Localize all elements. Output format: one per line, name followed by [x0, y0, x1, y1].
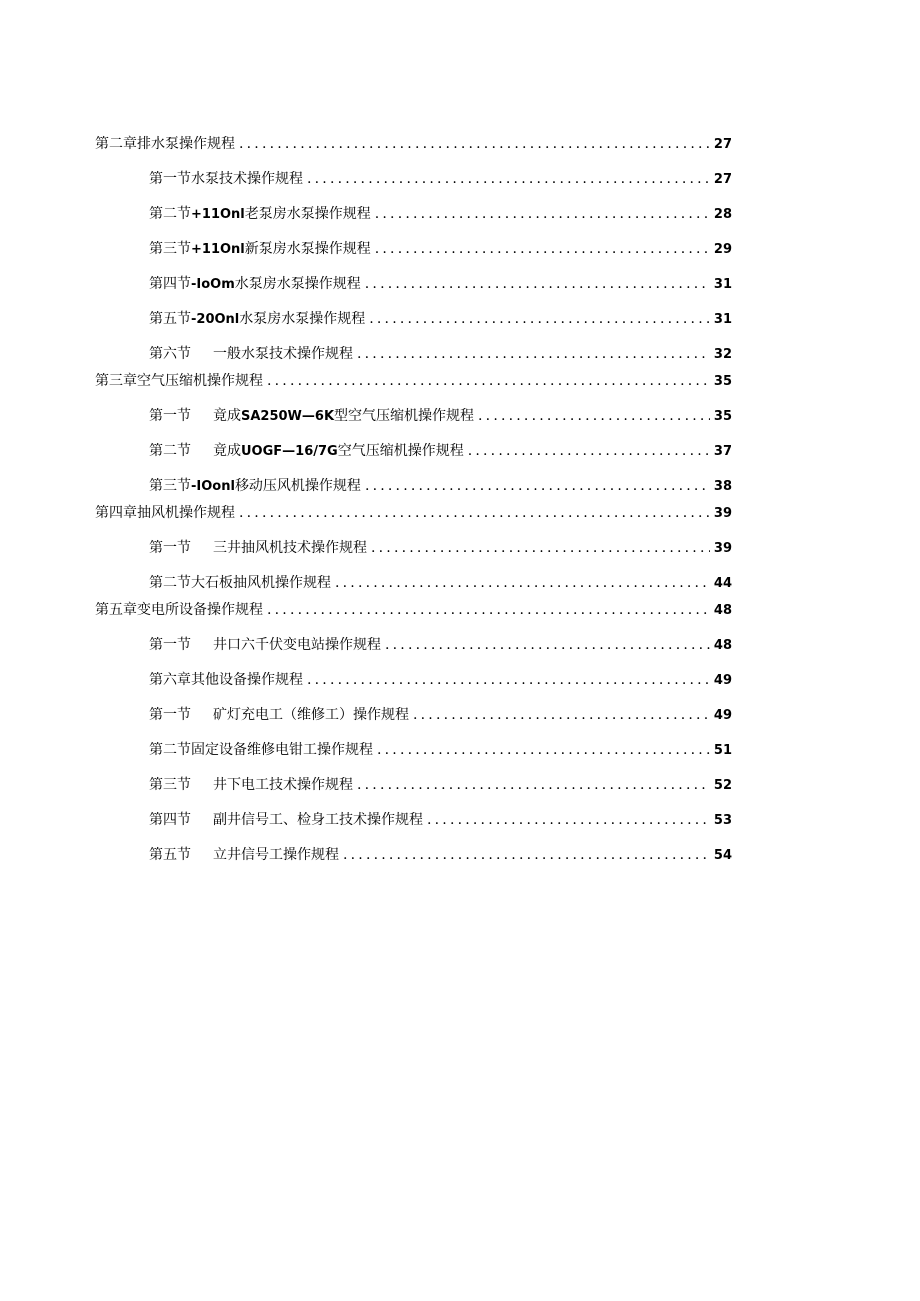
toc-entry[interactable]: [149, 846, 732, 865]
toc-entry[interactable]: [95, 601, 732, 620]
toc-entry[interactable]: [149, 574, 732, 593]
toc-leader-dots: [375, 205, 710, 223]
toc-entry-title: 第一节 三井抽风机技术操作规程: [149, 540, 367, 556]
toc-entry[interactable]: [149, 741, 732, 760]
toc-page-number: 31: [713, 312, 732, 327]
toc-page-number: 29: [713, 242, 732, 257]
toc-entry[interactable]: [149, 811, 732, 830]
toc-leader-dots: [369, 310, 710, 328]
toc-entry[interactable]: [149, 539, 732, 558]
toc-leader-dots: [357, 345, 710, 363]
toc-page-number: 28: [713, 207, 732, 222]
toc-entry-title: 第三节 井下电工技术操作规程: [149, 777, 353, 793]
toc-entry[interactable]: [95, 372, 732, 391]
toc-leader-dots: [267, 372, 710, 390]
toc-page-number: 32: [713, 347, 732, 362]
toc-page-number: 27: [713, 172, 732, 187]
toc-page-number: 51: [713, 743, 732, 758]
toc-entry-title: 第二章排水泵操作规程: [95, 136, 235, 152]
toc-page-number: 44: [713, 576, 732, 591]
toc-entry-title: 第二节大石板抽风机操作规程: [149, 575, 331, 591]
toc-page-number: 35: [713, 409, 732, 424]
toc-leader-dots: [375, 240, 710, 258]
toc-entry-title: 第二节固定设备维修电钳工操作规程: [149, 742, 373, 758]
toc-entry-title: 第二节 竟成UOGF—16/7G空气压缩机操作规程: [149, 443, 464, 459]
toc-leader-dots: [365, 477, 710, 495]
toc-page-number: 35: [713, 374, 732, 389]
toc-leader-dots: [307, 671, 710, 689]
toc-entry[interactable]: [149, 170, 732, 189]
toc-entry-title: 第一节 井口六千伏变电站操作规程: [149, 637, 381, 653]
toc-leader-dots: [371, 539, 710, 557]
toc-entry-title: 第六章其他设备操作规程: [149, 672, 303, 688]
toc-page-number: 31: [713, 277, 732, 292]
toc-leader-dots: [478, 407, 710, 425]
toc-page-number: 48: [713, 638, 732, 653]
toc-page-number: 49: [713, 673, 732, 688]
toc-leader-dots: [357, 776, 710, 794]
toc-entry-title: 第一节 竟成SA250W—6K型空气压缩机操作规程: [149, 408, 475, 424]
toc-page-number: 38: [713, 479, 732, 494]
toc-entry-title: 第四节-IoOm水泵房水泵操作规程: [149, 276, 361, 292]
toc-leader-dots: [335, 574, 710, 592]
toc-entry[interactable]: [149, 706, 732, 725]
toc-page-number: 53: [713, 813, 732, 828]
toc-leader-dots: [468, 442, 710, 460]
toc-leader-dots: [343, 846, 710, 864]
toc-entry-title: 第四章抽风机操作规程: [95, 505, 235, 521]
toc-page-number: 48: [713, 603, 732, 618]
toc-entry-title: 第六节 一般水泵技术操作规程: [149, 346, 353, 362]
toc-entry-title: 第三节-IOonl移动压风机操作规程: [149, 478, 361, 494]
toc-entry-title: 第五节-20Onl水泵房水泵操作规程: [149, 311, 366, 327]
toc-page-number: 37: [713, 444, 732, 459]
toc-entry[interactable]: [95, 504, 732, 523]
toc-entry[interactable]: [149, 442, 732, 461]
toc-entry-title: 第三章空气压缩机操作规程: [95, 373, 263, 389]
toc-leader-dots: [377, 741, 710, 759]
toc-page-number: 27: [713, 137, 732, 152]
toc-entry[interactable]: [149, 671, 732, 690]
toc-entry[interactable]: [95, 135, 732, 154]
toc-leader-dots: [239, 504, 710, 522]
toc-entry[interactable]: [149, 407, 732, 426]
toc-leader-dots: [239, 135, 710, 153]
toc-entry[interactable]: [149, 205, 732, 224]
toc-entry-title: 第四节 副井信号工、检身工技术操作规程: [149, 812, 423, 828]
toc-entry-title: 第一节 矿灯充电工（维修工）操作规程: [149, 707, 409, 723]
toc-leader-dots: [413, 706, 710, 724]
toc-leader-dots: [385, 636, 710, 654]
toc-leader-dots: [365, 275, 710, 293]
toc-entry[interactable]: [149, 275, 732, 294]
toc-page-number: 39: [713, 541, 732, 556]
toc-leader-dots: [427, 811, 710, 829]
toc-entry[interactable]: [149, 636, 732, 655]
toc-page-number: 49: [713, 708, 732, 723]
toc-entry-title: 第三节+11Onl新泵房水泵操作规程: [149, 241, 371, 257]
toc-entry[interactable]: [149, 776, 732, 795]
toc-entry-title: 第一节水泵技术操作规程: [149, 171, 303, 187]
toc-entry-title: 第五章变电所设备操作规程: [95, 602, 263, 618]
toc-leader-dots: [307, 170, 710, 188]
toc-entry[interactable]: [149, 345, 732, 364]
toc-entry[interactable]: [149, 310, 732, 329]
toc-entry-title: 第二节+11Onl老泵房水泵操作规程: [149, 206, 371, 222]
toc-entry[interactable]: [149, 477, 732, 496]
toc-page-number: 54: [713, 848, 732, 863]
toc-entry[interactable]: [149, 240, 732, 259]
toc-entry-title: 第五节 立井信号工操作规程: [149, 847, 339, 863]
toc-page-number: 39: [713, 506, 732, 521]
toc-leader-dots: [267, 601, 710, 619]
toc-page-number: 52: [713, 778, 732, 793]
